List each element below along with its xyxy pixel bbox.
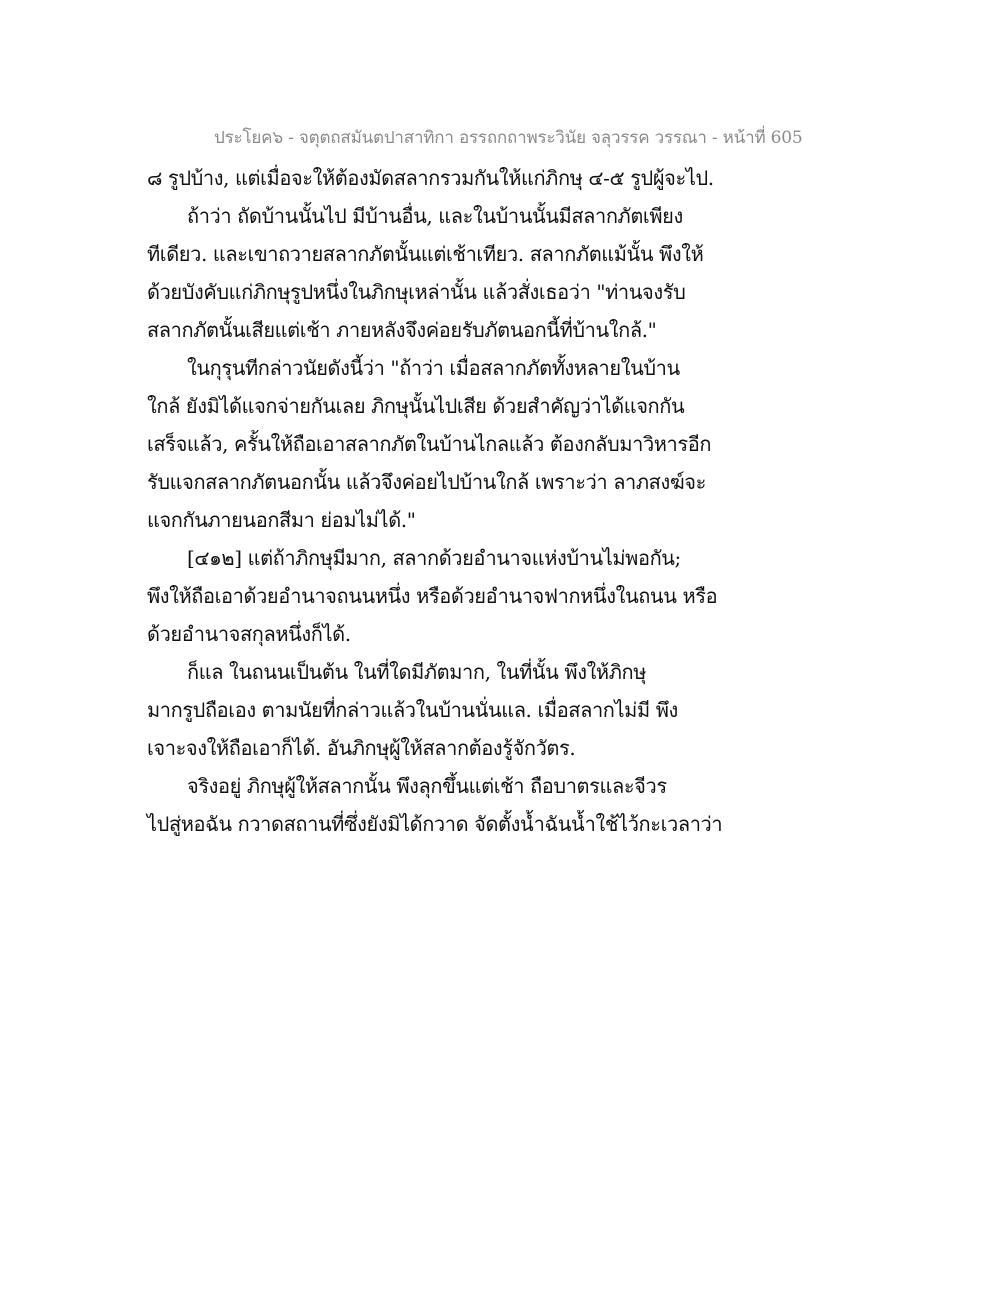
text-line: เจาะจงให้ถือเอาก็ได้. อันภิกษุผู้ให้สลากต้องรู้จักวัตร.	[147, 736, 576, 760]
text-line: [๔๑๒] แต่ถ้าภิกษุมีมาก, สลากด้วยอำนาจแห่งบ้านไม่พอกัน;	[187, 546, 681, 570]
text-line: ก็แล ในถนนเป็นต้น ในที่ใดมีภัตมาก, ในที่นั้น พึงให้ภิกษุ	[187, 660, 646, 684]
text-line: ใกล้ ยังมิได้แจกจ่ายกันเลย ภิกษุนั้นไปเสีย ด้วยสำคัญว่าได้แจกกัน	[147, 394, 685, 418]
text-line: ๘ รูปบ้าง, แต่เมื่อจะให้ต้องมัดสลากรวมกันให้แก่ภิกษุ ๔-๕ รูปผู้จะไป.	[147, 166, 714, 190]
text-line: ด้วยบังคับแก่ภิกษุรูปหนึ่งในภิกษุเหล่านั้น แล้วสั่งเธอว่า "ท่านจงรับ	[147, 280, 686, 304]
body-text	[147, 159, 727, 843]
text-line: แจกกันภายนอกสีมา ย่อมไม่ได้."	[147, 508, 416, 532]
text-line: ทีเดียว. และเขาถวายสลากภัตนั้นแต่เช้าเทียว. สลากภัตแม้นั้น พึงให้	[147, 242, 704, 266]
text-line: ด้วยอำนาจสกุลหนึ่งก็ได้.	[147, 622, 351, 646]
text-line: ไปสู่หอฉัน กวาดสถานที่ซึ่งยังมิได้กวาด จัดตั้งน้ำฉันน้ำใช้ไว้กะเวลาว่า	[147, 812, 723, 836]
page-header: ประโยค๖ - จตุตถสมันตปาสาทิกา อรรถกถาพระวินัย จลุวรรค วรรณา - หน้าที่ 605	[214, 128, 803, 148]
text-line: เสร็จแล้ว, ครั้นให้ถือเอาสลากภัตในบ้านไกลแล้ว ต้องกลับมาวิหารอีก	[147, 432, 712, 456]
text-line: สลากภัตนั้นเสียแต่เช้า ภายหลังจึงค่อยรับภัตนอกนี้ที่บ้านใกล้."	[147, 318, 657, 342]
text-line: จริงอยู่ ภิกษุผู้ให้สลากนั้น พึงลุกขึ้นแต่เช้า ถือบาตรและจีวร	[187, 774, 667, 798]
text-line: รับแจกสลากภัตนอกนั้น แล้วจึงค่อยไปบ้านใกล้ เพราะว่า ลาภสงฆ์จะ	[147, 470, 706, 494]
text-line: มากรูปถือเอง ตามนัยที่กล่าวแล้วในบ้านนั่นแล. เมื่อสลากไม่มี พึง	[147, 698, 678, 722]
text-line: ถ้าว่า ถัดบ้านนั้นไป มีบ้านอื่น, และในบ้านนั้นมีสลากภัตเพียง	[187, 204, 683, 228]
text-line: ในกุรุนทีกล่าวนัยดังนี้ว่า "ถ้าว่า เมื่อสลากภัตทั้งหลายในบ้าน	[187, 356, 680, 380]
text-line: พึงให้ถือเอาด้วยอำนาจถนนหนึ่ง หรือด้วยอำนาจฟากหนึ่งในถนน หรือ	[147, 584, 718, 608]
